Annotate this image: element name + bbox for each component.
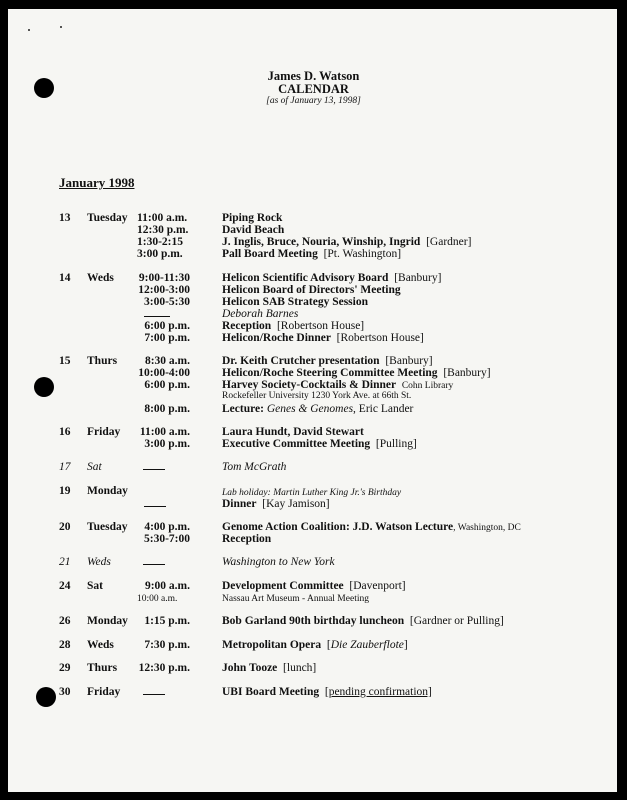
weekday: Sat [87, 580, 103, 592]
event-time: 1:30-2:15 [137, 236, 183, 248]
event-entry [222, 661, 316, 675]
event-note: [lunch] [283, 662, 317, 674]
event-note: [Kay Jamison] [262, 498, 330, 510]
event-title: Reception [222, 533, 272, 545]
event-time: 8:30 a.m. [144, 355, 190, 367]
weekday: Weds [87, 639, 114, 651]
opera-title: Die Zauberflote [330, 639, 404, 651]
calendar-row [0, 685, 627, 699]
event-note: [Gardner or Pulling] [409, 615, 504, 627]
event-entry [222, 614, 504, 628]
day-number: 17 [59, 461, 71, 473]
day-number: 16 [59, 426, 71, 438]
event-note: , Washington, DC [453, 523, 521, 533]
event-title: John Tooze [222, 662, 278, 674]
event-time: 9:00 a.m. [144, 580, 190, 592]
calendar-row [0, 460, 627, 474]
event-title: Piping Rock [222, 212, 283, 224]
event-note: [Gardner] [426, 236, 472, 248]
event-time: 12:30 p.m. [138, 662, 190, 674]
event-note: [Pt. Washington] [323, 248, 402, 260]
event-time: 1:15 p.m. [144, 615, 190, 627]
event-time: 6:00 p.m. [144, 379, 190, 391]
weekday: Thurs [87, 355, 118, 367]
event-prefix: Lecture: [222, 403, 264, 415]
calendar-row [0, 402, 627, 416]
event-title: Dr. Keith Crutcher presentation [222, 355, 380, 367]
event-note: [Pulling] [375, 438, 417, 450]
weekday: Monday [87, 485, 128, 497]
day-number: 19 [59, 485, 71, 497]
event-time: 3:00 p.m. [144, 438, 190, 450]
event-entry [222, 638, 408, 652]
event-title: Helicon/Roche Dinner [222, 332, 331, 344]
event-title: Metropolitan Opera [222, 639, 322, 651]
event-title: Executive Committee Meeting [222, 438, 371, 450]
event-note: [Davenport] [349, 580, 406, 592]
time-blank [143, 555, 165, 569]
event-time: 12:30 p.m. [137, 224, 189, 236]
document-title: CALENDAR [278, 82, 349, 96]
as-of-date: [as of January 13, 1998] [266, 96, 361, 106]
time-blank [143, 460, 165, 474]
calendar-row [0, 579, 627, 593]
event-entry [222, 247, 401, 261]
event-title: Development Committee [222, 580, 344, 592]
calendar-row [0, 247, 627, 261]
event-time: 8:00 p.m. [144, 403, 190, 415]
event-note: [Banbury] [385, 355, 433, 367]
note-open: [ [326, 639, 331, 651]
time-blank [144, 497, 166, 511]
event-time: 3:00 p.m. [137, 248, 183, 260]
event-entry [222, 437, 417, 451]
calendar-row [0, 532, 627, 546]
event-title: Pall Board Meeting [222, 248, 318, 260]
owner-name: James D. Watson [267, 69, 360, 83]
event-entry [222, 497, 330, 511]
event-title: UBI Board Meeting [222, 686, 320, 698]
event-title: Washington to New York [222, 556, 335, 568]
calendar-row [0, 592, 627, 606]
day-number: 15 [59, 355, 71, 367]
event-time: 11:00 a.m. [137, 212, 188, 224]
event-title: Helicon/Roche Steering Committee Meeting [222, 367, 438, 379]
event-entry [222, 685, 432, 699]
weekday: Friday [87, 686, 121, 698]
event-note: , Eric Lander [353, 403, 414, 415]
day-number: 21 [59, 556, 71, 568]
calendar-row [0, 484, 627, 498]
event-time: 3:00-5:30 [144, 296, 190, 308]
lecture-title: Genes & Genomes [266, 403, 354, 415]
event-time: 5:30-7:00 [144, 533, 190, 545]
calendar-row [0, 614, 627, 628]
event-time: 10:00 a.m. [137, 594, 178, 604]
calendar-row [0, 331, 627, 345]
event-time: 10:00-4:00 [138, 367, 190, 379]
weekday: Monday [87, 615, 128, 627]
weekday: Weds [87, 272, 114, 284]
event-time: 7:00 p.m. [144, 332, 190, 344]
time-blank [143, 685, 165, 699]
day-number: 24 [59, 580, 71, 592]
event-time: 12:00-3:00 [138, 284, 190, 296]
event-title: Nassau Art Museum - Annual Meeting [222, 594, 369, 604]
day-number: 14 [59, 272, 71, 284]
event-title: Bob Garland 90th birthday luncheon [222, 615, 405, 627]
event-note: [Banbury] [394, 272, 442, 284]
calendar-row [0, 638, 627, 652]
event-note: [Banbury] [443, 367, 491, 379]
event-note: [Robertson House] [276, 320, 365, 332]
speck-mark [60, 26, 62, 28]
day-number: 28 [59, 639, 71, 651]
note-close: ] [403, 639, 408, 651]
event-entry [222, 579, 406, 593]
weekday: Tuesday [87, 212, 128, 224]
weekday: Weds [87, 556, 111, 568]
speck-mark [28, 29, 30, 31]
event-title: J. Inglis, Bruce, Nouria, Winship, Ingrid [222, 236, 421, 248]
day-number: 20 [59, 521, 71, 533]
day-number: 29 [59, 662, 71, 674]
event-entry [222, 402, 413, 416]
month-heading: January 1998 [59, 175, 135, 190]
event-title: Helicon SAB Strategy Session [222, 296, 368, 308]
day-number: 26 [59, 615, 71, 627]
event-note: [pending confirmation] [324, 686, 432, 698]
calendar-row [0, 437, 627, 451]
event-title: Genome Action Coalition: J.D. Watson Lecture [222, 521, 454, 533]
calendar-row [0, 661, 627, 675]
event-title: Helicon Scientific Advisory Board [222, 272, 389, 284]
calendar-row [0, 389, 627, 403]
event-time: 6:00 p.m. [144, 320, 190, 332]
event-title: Dinner [222, 498, 257, 510]
weekday: Sat [87, 461, 102, 473]
event-note: [Robertson House] [336, 332, 424, 344]
event-title: David Beach [222, 224, 285, 236]
event-title: Reception [222, 320, 272, 332]
event-time: 4:00 p.m. [144, 521, 190, 533]
event-title: Tom McGrath [222, 461, 287, 473]
calendar-row [0, 555, 627, 569]
event-title: Harvey Society-Cocktails & Dinner [222, 379, 397, 391]
calendar-row [0, 497, 627, 511]
event-time: 11:00 a.m. [139, 426, 190, 438]
weekday: Tuesday [87, 521, 128, 533]
event-title: Deborah Barnes [222, 308, 299, 320]
event-title: Lab holiday: Martin Luther King Jr.'s Birthday [222, 488, 402, 498]
event-title: Helicon Board of Directors' Meeting [222, 284, 401, 296]
day-number: 30 [59, 686, 71, 698]
event-note: Cohn Library [401, 381, 454, 391]
event-time: 7:30 p.m. [144, 639, 190, 651]
event-time: 9:00-11:30 [138, 272, 190, 284]
day-number: 13 [59, 212, 71, 224]
weekday: Thurs [87, 662, 118, 674]
event-address: Rockefeller University 1230 York Ave. at 66th St. [222, 391, 412, 401]
weekday: Friday [87, 426, 121, 438]
event-entry [222, 331, 424, 345]
event-title: Laura Hundt, David Stewart [222, 426, 364, 438]
